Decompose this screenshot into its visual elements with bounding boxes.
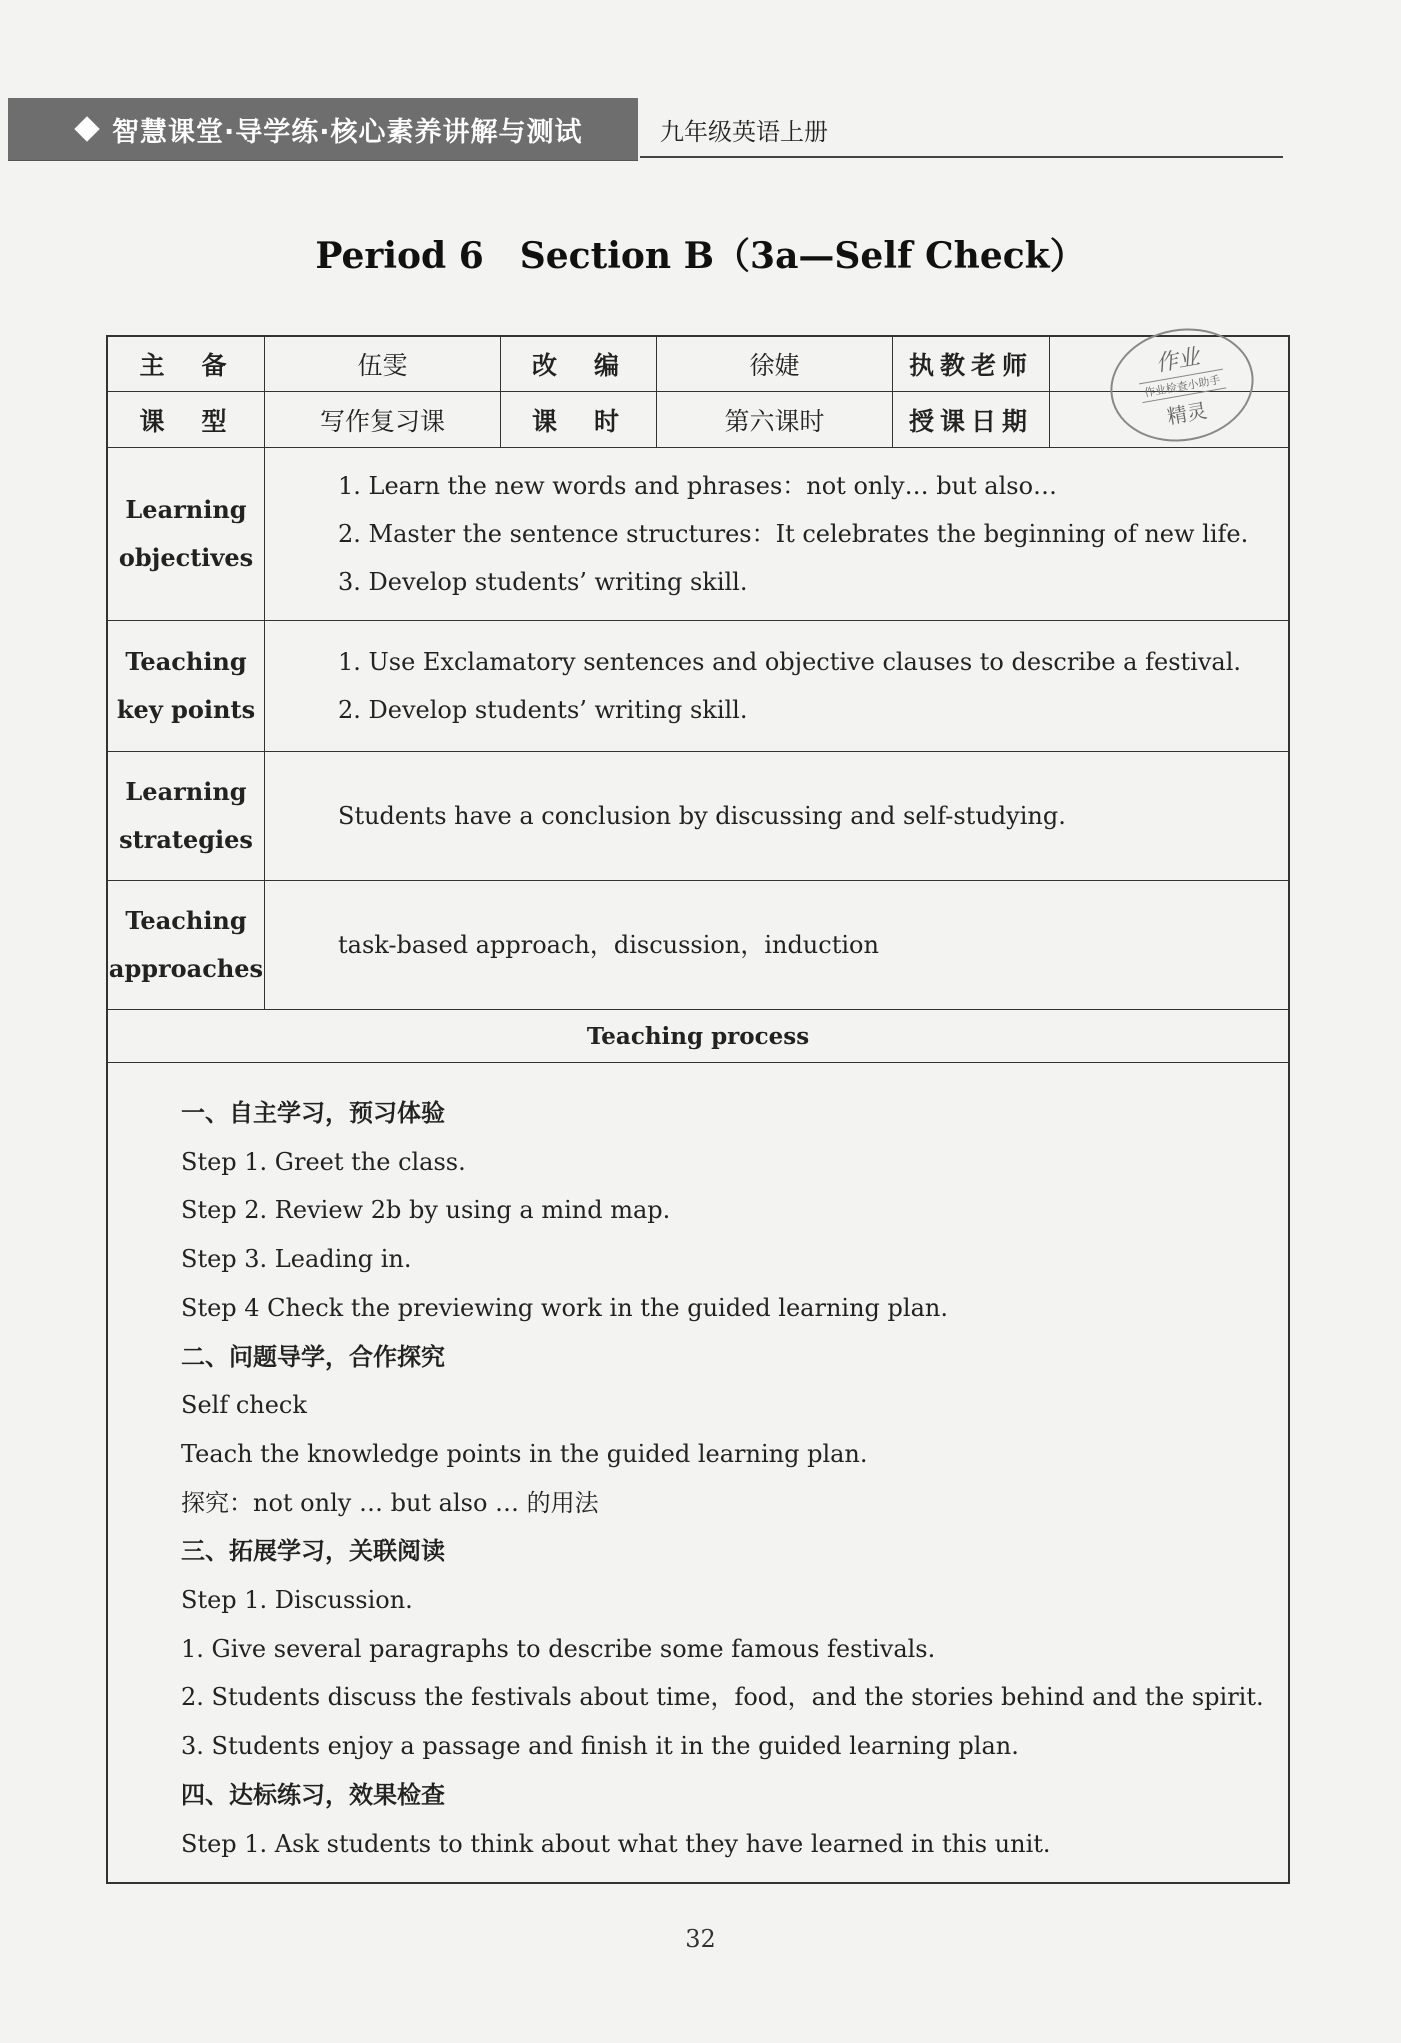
process-section-heading: 二、问题导学，合作探究 [181,1342,445,1371]
stamp-top-text: 作业 [1153,344,1202,378]
row-content [265,621,1288,751]
process-section-heading: 一、自主学习，预习体验 [181,1099,445,1127]
meta-label-lesson-type: 课 型 [108,392,265,448]
meta-label-lead-author: 主 备 [108,337,265,392]
row-label: Learning objectives [108,448,265,620]
meta-value-lead-author: 伍雯 [265,337,501,392]
lesson-plan-table [106,335,1290,1884]
stamp-bottom-text: 精灵 [1165,398,1209,429]
key-point-line: 2. Develop students’ writing skill. [338,696,748,724]
process-section-heading: 三、拓展学习，关联阅读 [181,1537,445,1566]
process-step: Step 1. Discussion. [181,1586,413,1615]
objective-line: 1. Learn the new words and phrases：not only… but also… [338,472,1058,500]
process-step: Self check [181,1391,307,1420]
process-step: Step 1. Ask students to think about what they have learned in this unit. [181,1829,1051,1858]
meta-label-adapted-by: 改 编 [501,337,657,392]
meta-grid [108,337,1288,448]
row-content [265,448,1288,620]
teaching-process-header: Teaching process [108,1010,1288,1063]
process-step: Step 4 Check the previewing work in the guided learning plan. [181,1293,948,1322]
meta-value-period: 第六课时 [657,392,893,448]
row-label: Teaching approaches [108,881,265,1009]
teaching-process-body [108,1063,1288,1882]
meta-label-teacher: 执教老师 [893,337,1050,392]
meta-value-teacher [1050,337,1288,429]
row-content [265,752,1288,880]
header-divider [640,156,1283,158]
key-point-line: 1. Use Exclamatory sentences and objective clauses to describe a festival. [338,648,1242,676]
meta-label-date: 授课日期 [893,392,1050,448]
row-learning-strategies [108,752,1288,881]
page-title: Period 6 Section B（3a—Self Check） [315,235,1086,277]
process-step: Step 3. Leading in. [181,1245,412,1274]
strategy-line: Students have a conclusion by discussing and self-studying. [338,802,1066,830]
process-step: 探究：not only … but also … 的用法 [181,1488,599,1517]
process-step: 2. Students discuss the festivals about time，food，and the stories behind and the spirit. [181,1683,1264,1712]
row-learning-objectives [108,448,1288,621]
meta-value-adapted-by: 徐婕 [657,337,893,392]
process-step: Step 2. Review 2b by using a mind map. [181,1196,671,1225]
process-step: 3. Students enjoy a passage and finish it in the guided learning plan. [181,1732,1019,1761]
book-series-title: 智慧课堂·导学练·核心素养讲解与测试 [112,116,583,148]
meta-label-period: 课 时 [501,392,657,448]
book-grade-label: 九年级英语上册 [660,118,828,146]
stamp-middle-text: 作业检查小助手 [1139,369,1226,403]
diamond-icon [74,116,99,141]
row-label: Learning strategies [108,752,265,880]
row-content [265,881,1288,1009]
row-label: Teaching key points [108,621,265,751]
process-step: Teach the knowledge points in the guided learning plan. [181,1439,868,1468]
objective-line: 3. Develop students’ writing skill. [338,568,748,596]
process-step: Step 1. Greet the class. [181,1147,466,1176]
process-step: 1. Give several paragraphs to describe some famous festivals. [181,1634,936,1663]
header-banner [8,98,638,160]
row-teaching-key-points [108,621,1288,752]
meta-value-date [1050,392,1288,448]
process-section-heading: 四、达标练习，效果检查 [181,1780,445,1809]
objective-line: 2. Master the sentence structures：It celebrates the beginning of new life. [338,520,1249,548]
page-number: 32 [685,1925,716,1953]
meta-value-lesson-type: 写作复习课 [265,392,501,448]
row-teaching-approaches [108,881,1288,1010]
approach-line: task-based approach，discussion，induction [338,931,879,959]
